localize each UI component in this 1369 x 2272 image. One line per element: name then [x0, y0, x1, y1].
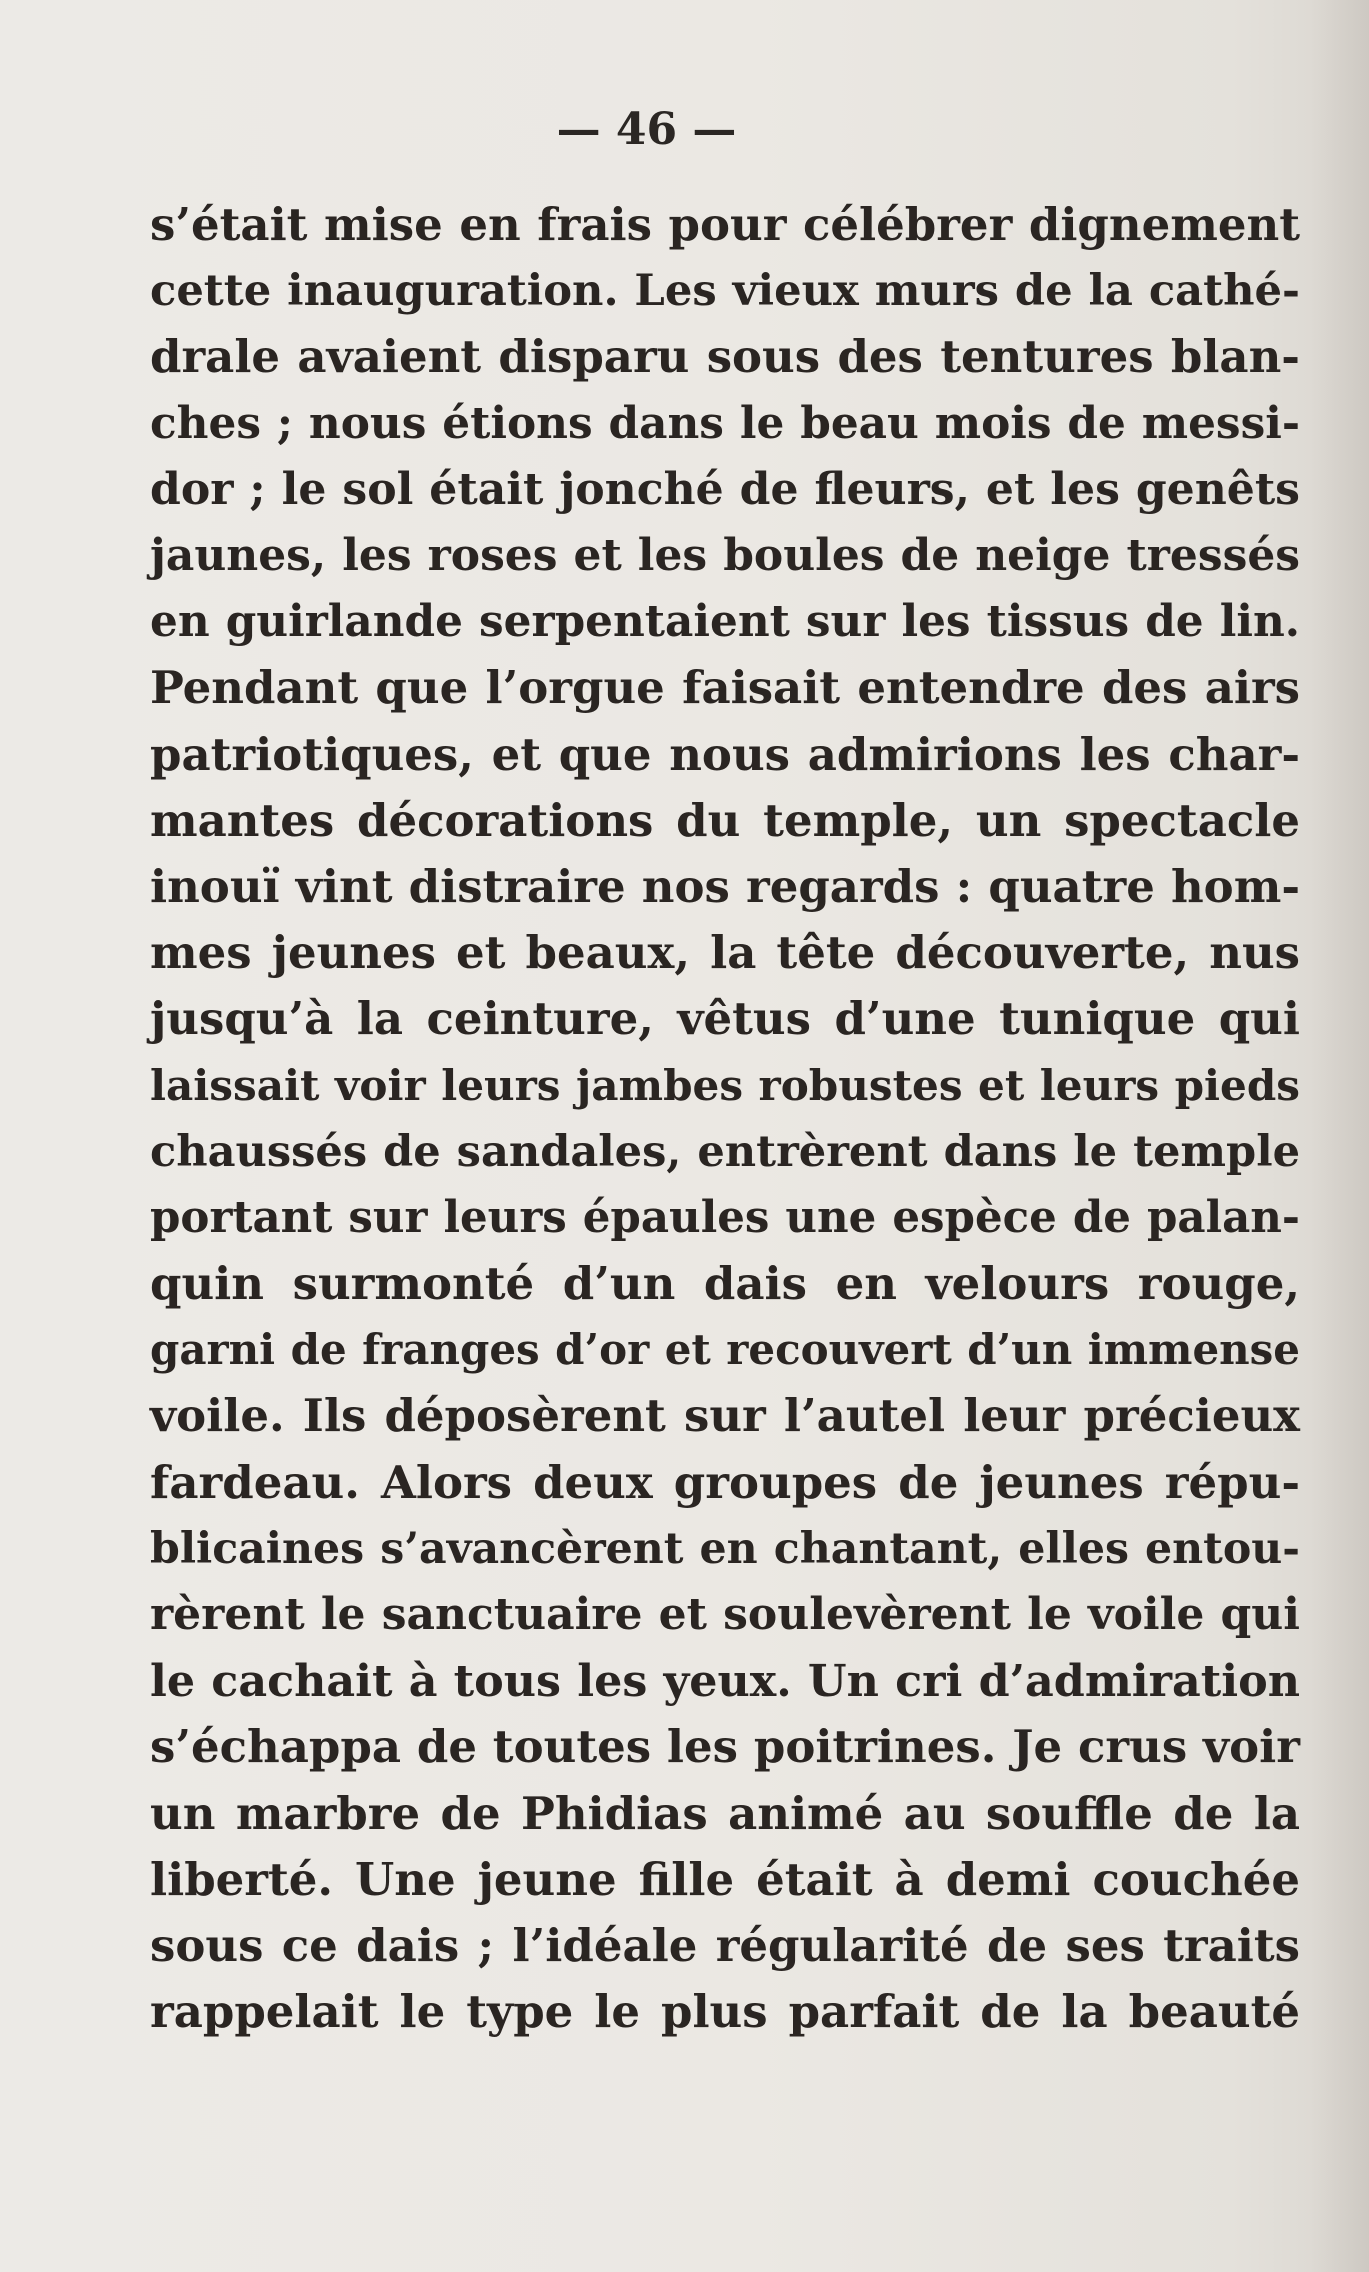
text-line: mantes décorations du temple, un spectacle: [150, 793, 1300, 847]
text-line: fardeau. Alors deux groupes de jeunes répu-: [150, 1455, 1300, 1509]
text-line: mes jeunes et beaux, la tête découverte, nus: [150, 926, 1300, 980]
text-line: en guirlande serpentaient sur les tissus de lin.: [150, 596, 1300, 648]
text-line: cette inauguration. Les vieux murs de la cathé-: [150, 265, 1300, 317]
text-line: portant sur leurs épaules une espèce de palan-: [150, 1191, 1300, 1243]
text-line: un marbre de Phidias animé au souffle de la: [150, 1786, 1300, 1840]
text-line: Pendant que l’orgue faisait entendre des airs: [150, 661, 1300, 715]
text-line: ches ; nous étions dans le beau mois de messi-: [150, 397, 1300, 449]
text-line: garni de franges d’or et recouvert d’un immense: [150, 1325, 1300, 1375]
text-line: dor ; le sol était jonché de fleurs, et les genêts: [150, 463, 1300, 515]
text-line: drale avaient disparu sous des tentures blan-: [150, 330, 1300, 384]
text-line: laissait voir leurs jambes robustes et leurs pieds: [150, 1060, 1300, 1111]
text-line: le cachait à tous les yeux. Un cri d’admiration: [150, 1655, 1300, 1708]
page-edge-shadow: [1309, 0, 1369, 2272]
text-line: inouï vint distraire nos regards : quatre hom-: [150, 859, 1300, 913]
text-line: jusqu’à la ceinture, vêtus d’une tunique qui: [150, 992, 1300, 1046]
body-text: [150, 192, 1300, 2045]
text-line: liberté. Une jeune fille était à demi couchée: [150, 1852, 1300, 1906]
text-line: rèrent le sanctuaire et soulevèrent le voile qui: [150, 1588, 1300, 1640]
page-number: — 46 —: [556, 104, 737, 155]
text-line: rappelait le type le plus parfait de la beauté: [150, 1985, 1300, 2039]
text-line: s’était mise en frais pour célébrer dignement: [150, 198, 1300, 251]
text-line: voile. Ils déposèrent sur l’autel leur précieux: [150, 1389, 1300, 1443]
text-line: quin surmonté d’un dais en velours rouge,: [150, 1257, 1300, 1310]
text-line: chaussés de sandales, entrèrent dans le temple: [150, 1126, 1300, 1177]
text-line: sous ce dais ; l’idéale régularité de ses traits: [150, 1918, 1300, 1972]
text-line: s’échappa de toutes les poitrines. Je crus voir: [150, 1720, 1300, 1774]
text-line: jaunes, les roses et les boules de neige tressés: [150, 529, 1300, 581]
text-line: blicaines s’avancèrent en chantant, elles entou-: [150, 1523, 1300, 1574]
text-line: patriotiques, et que nous admirions les char-: [150, 727, 1300, 781]
